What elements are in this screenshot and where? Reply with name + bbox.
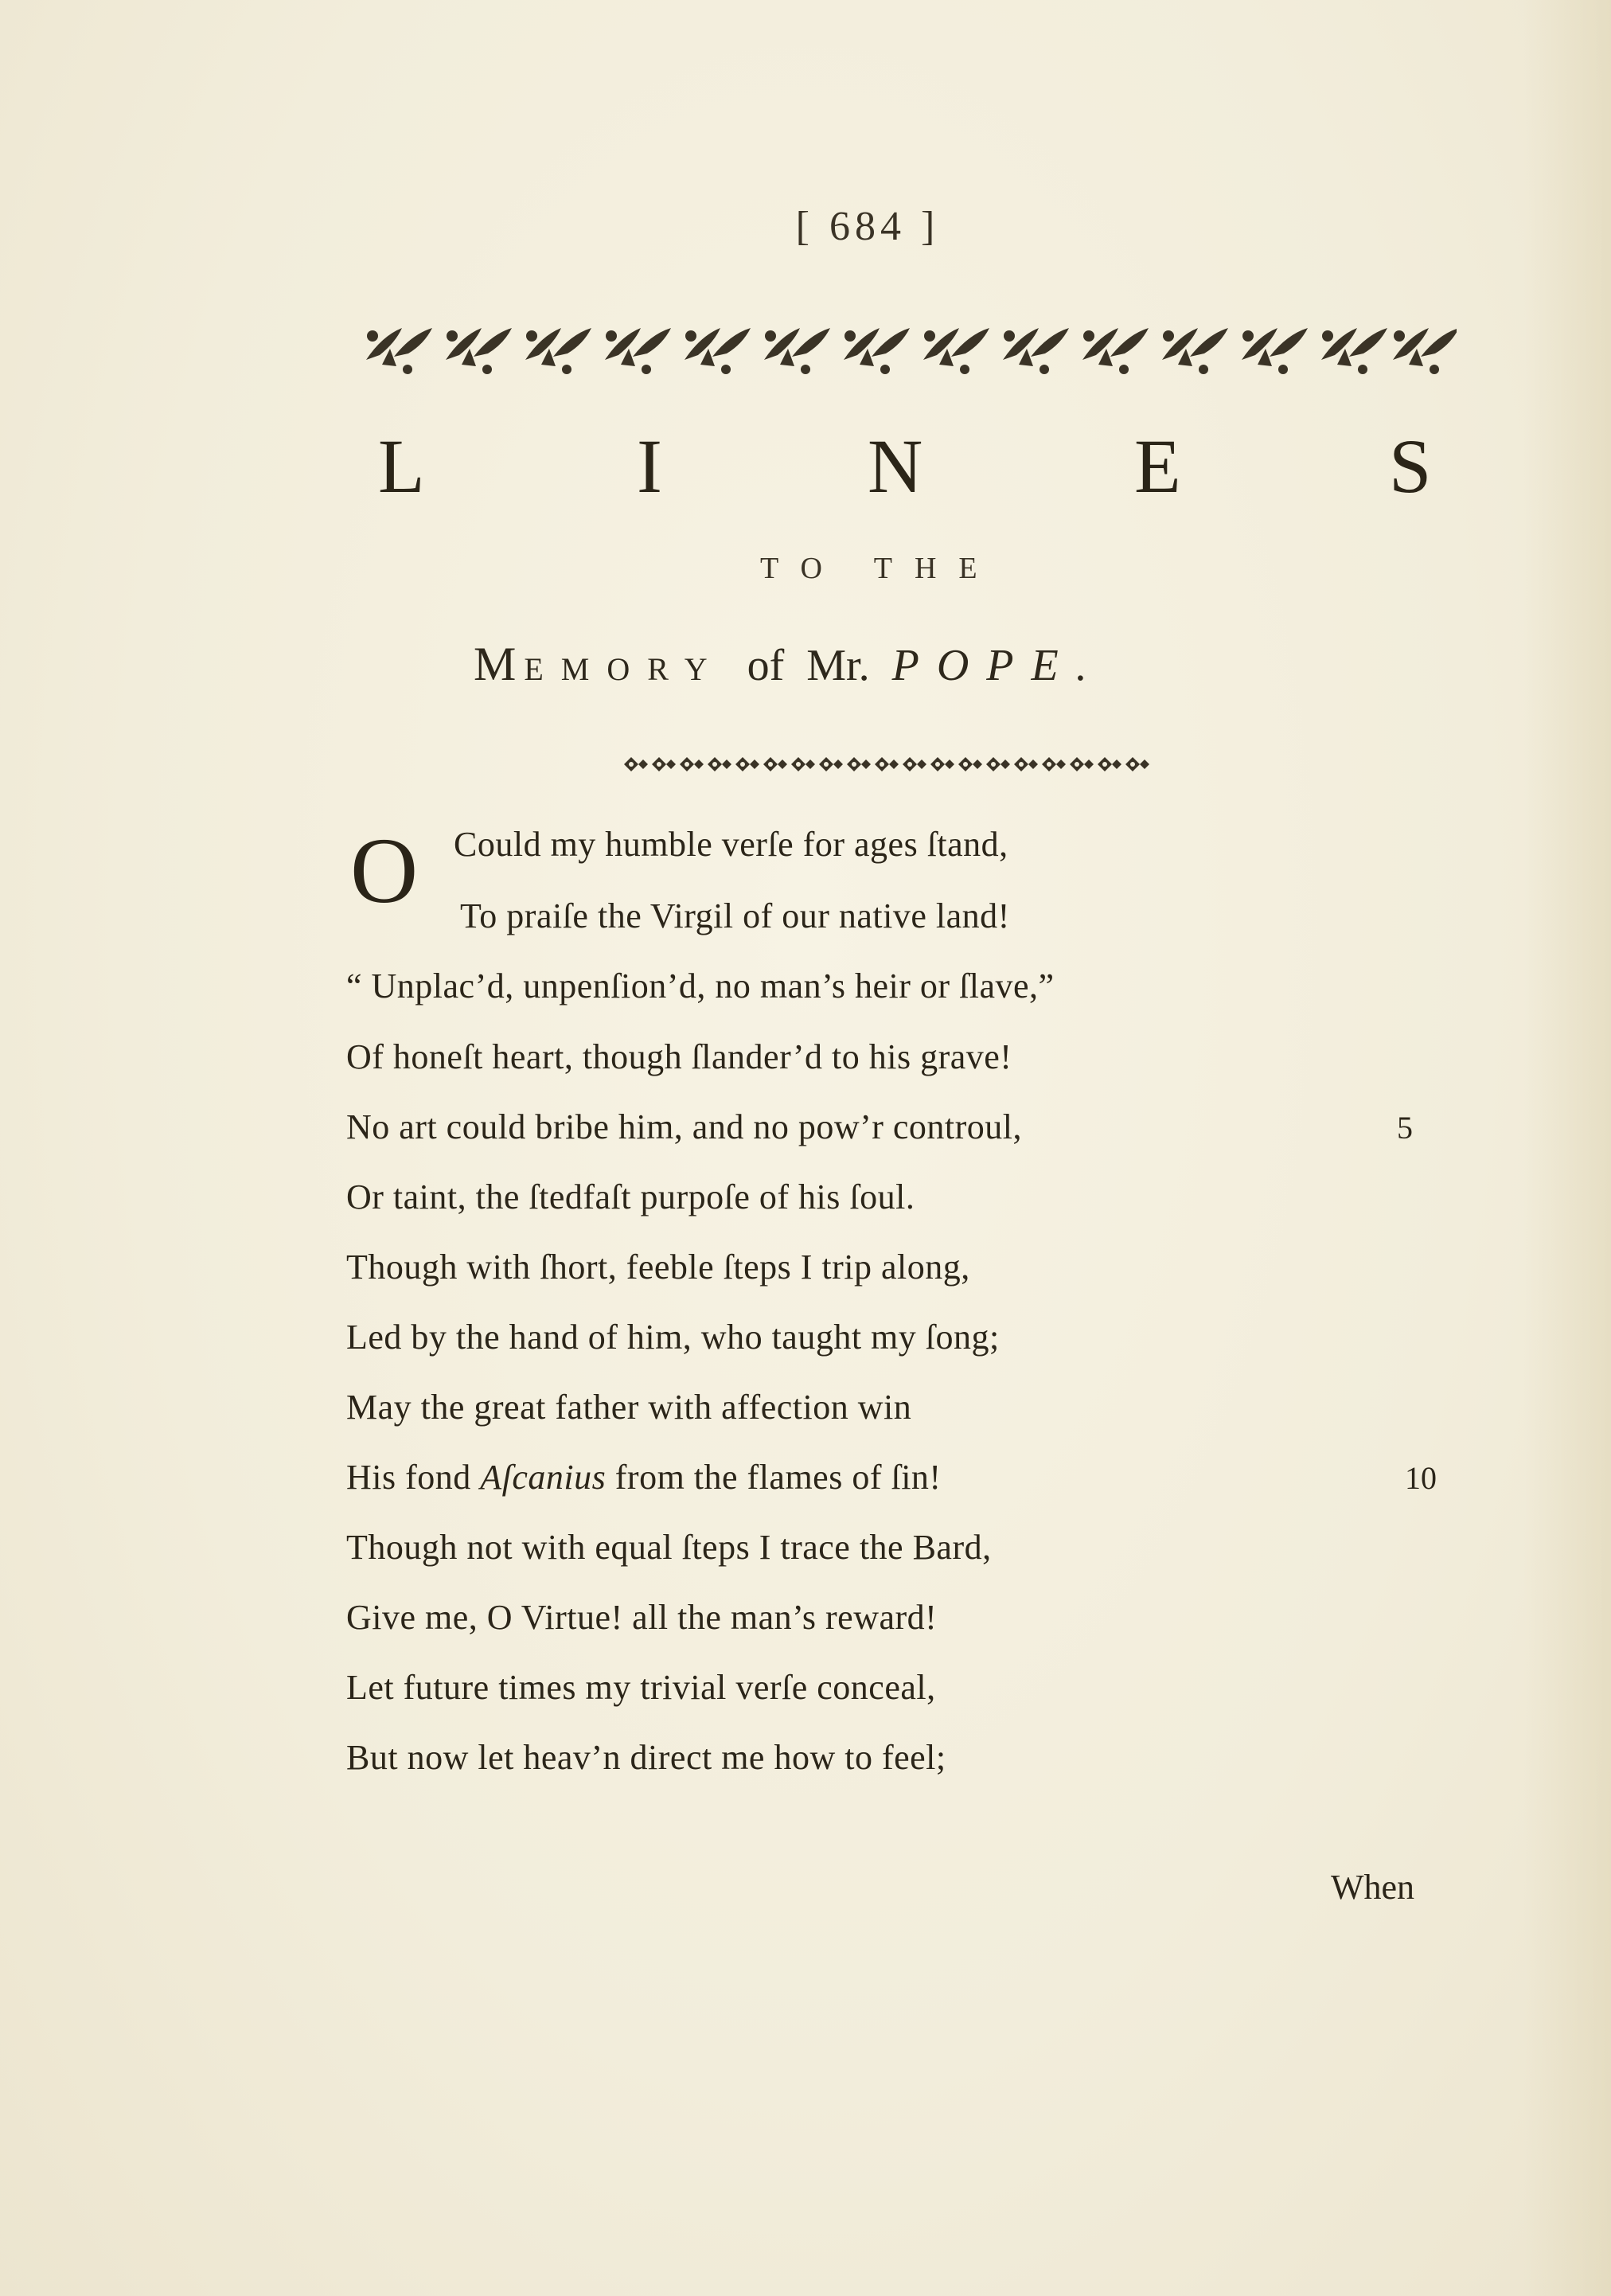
poem-line-1: Could my humble verſe for ages ſtand,: [454, 825, 1008, 864]
memory-capital: M: [474, 638, 525, 690]
title-letter-n: N: [868, 424, 923, 509]
memory-small-caps: EMORY: [524, 651, 725, 687]
title-letter-i: I: [637, 424, 662, 509]
poem-line-11: Though not with equal ſteps I trace the Bard,: [346, 1528, 992, 1567]
poem-line-10-end: from the flames of ſin!: [614, 1458, 942, 1497]
title-letter-e: E: [1134, 424, 1181, 509]
poem-line-10-start: His fond: [346, 1458, 471, 1497]
catchword: When: [1331, 1868, 1415, 1907]
dedication-pope: POPE.: [891, 641, 1105, 690]
poem-line-8: Led by the hand of him, who taught my ſong;: [346, 1318, 1000, 1357]
dedication-mr: Mr.: [806, 641, 870, 690]
poem-line-10-name: Aſcanius: [480, 1458, 607, 1497]
poem-line-2: To praiſe the Virgil of our native land!: [460, 896, 1010, 935]
title-letter-l: L: [378, 424, 425, 509]
poem-line-3: “ Unplac’d, unpenſion’d, no man’s heir or ſlave,”: [346, 966, 1055, 1005]
poem-line-12: Give me, O Virtue! all the man’s reward!: [346, 1598, 938, 1637]
title-letter-s: S: [1389, 424, 1432, 509]
poem-line-6: Or taint, the ſtedfaſt purpoſe of his ſoul.: [346, 1177, 915, 1216]
poem-line-10: [346, 1457, 942, 1497]
poem-line-7: Though with ſhort, feeble ſteps I trip along,: [346, 1248, 970, 1287]
line-number-10: 10: [1405, 1460, 1437, 1496]
poem-line-13: Let future times my trivial verſe conceal,: [346, 1668, 936, 1707]
drop-cap: O: [350, 818, 419, 923]
poem-line-5: No art could bribe him, and no pow’r controul,: [346, 1107, 1023, 1146]
dedication-of: of: [747, 641, 785, 690]
poem-line-4: Of honeſt heart, though ſlander’d to his grave!: [346, 1037, 1012, 1076]
poem-line-9: May the great father with affection win: [346, 1388, 912, 1427]
poem-line-14: But now let heav’n direct me how to feel;: [346, 1738, 946, 1777]
line-number-5: 5: [1397, 1110, 1413, 1146]
subtitle-to-the: TO THE: [760, 552, 1000, 585]
page-number: [ 684 ]: [795, 204, 940, 249]
